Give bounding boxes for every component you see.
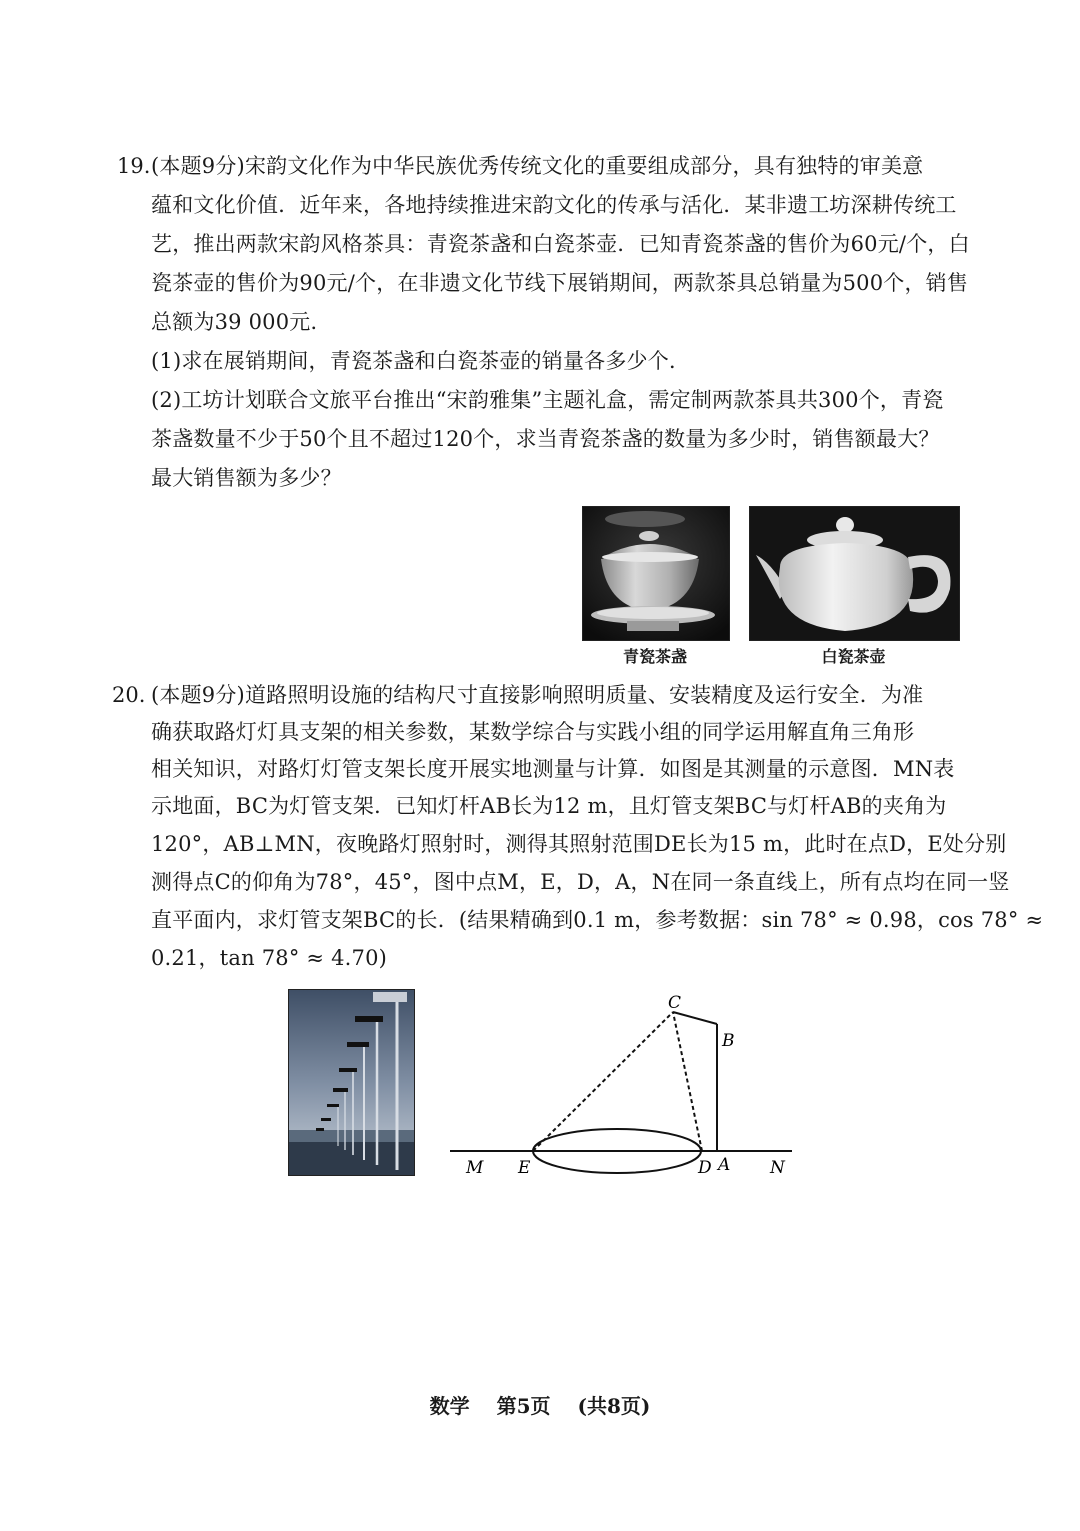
white-teapot-photo	[749, 506, 960, 641]
q20-line-3: 相关知识，对路灯灯管支架长度开展实地测量与计算．如图是其测量的示意图．MN表	[151, 757, 955, 781]
label-A: A	[718, 1155, 731, 1175]
label-M: M	[466, 1158, 484, 1178]
q19-line-3: 艺，推出两款宋韵风格茶具：青瓷茶盏和白瓷茶壶．已知青瓷茶盏的售价为60元/个，白	[151, 232, 970, 256]
celadon-teacup-photo	[582, 506, 730, 641]
footer-page-number: 第5页	[496, 1394, 551, 1418]
label-E: E	[518, 1158, 531, 1178]
q20-line-8: 0.21，tan 78° ≈ 4.70)	[151, 946, 388, 970]
page-footer	[0, 1390, 1080, 1419]
caption-white-teapot: 白瓷茶壶	[821, 647, 886, 666]
q20-line-6: 测得点C的仰角为78°，45°，图中点M，E，D，A，N在同一条直线上，所有点均在同一竖	[151, 870, 1010, 894]
question-20-number: 20.	[112, 683, 146, 707]
lamp-geometry-diagram	[440, 990, 810, 1185]
q19-line-2: 蕴和文化价值．近年来，各地持续推进宋韵文化的传承与活化．某非遗工坊深耕传统工	[151, 193, 957, 217]
q20-line-4: 示地面，BC为灯管支架．已知灯杆AB长为12 m，且灯管支架BC与灯杆AB的夹角为	[151, 794, 947, 818]
question-19-number: 19.	[117, 154, 151, 178]
street-lamp-photo	[288, 989, 415, 1176]
label-C: C	[668, 993, 682, 1013]
q19-part-1: (1)求在展销期间，青瓷茶盏和白瓷茶壶的销量各多少个．	[151, 349, 691, 373]
q19-line-4: 瓷茶壶的售价为90元/个，在非遗文化节线下展销期间，两款茶具总销量为500个，销售	[151, 271, 969, 295]
q19-line-5: 总额为39 000元．	[151, 310, 332, 334]
q20-line-7: 直平面内，求灯管支架BC的长．(结果精确到0.1 m，参考数据：sin 78° ≈ 0.98，cos 78° ≈	[151, 908, 1044, 932]
q19-part-2-line-1: (2)工坊计划联合文旅平台推出“宋韵雅集”主题礼盒，需定制两款茶具共300个，青瓷	[151, 388, 944, 412]
footer-subject: 数学	[429, 1394, 470, 1418]
q19-line-1: (本题9分)宋韵文化作为中华民族优秀传统文化的重要组成部分，具有独特的审美意	[151, 154, 924, 178]
q20-line-1: (本题9分)道路照明设施的结构尺寸直接影响照明质量、安装精度及运行安全．为准	[151, 683, 924, 707]
lamp-bracket-BC	[673, 1012, 717, 1024]
q20-line-5: 120°，AB⊥MN，夜晚路灯照射时，测得其照射范围DE长为15 m，此时在点D，E处分别	[151, 832, 1007, 856]
footer-total-pages: (共8页)	[577, 1394, 651, 1418]
sight-line-DC	[673, 1012, 702, 1151]
label-N: N	[770, 1158, 785, 1178]
label-B: B	[722, 1031, 735, 1051]
caption-celadon-teacup: 青瓷茶盏	[622, 647, 687, 666]
label-D: D	[698, 1158, 712, 1178]
q19-part-2-line-3: 最大销售额为多少？	[151, 466, 342, 490]
q20-line-2: 确获取路灯灯具支架的相关参数，某数学综合与实践小组的同学运用解直角三角形	[151, 720, 915, 744]
q19-part-2-line-2: 茶盏数量不少于50个且不超过120个，求当青瓷茶盏的数量为多少时，销售额最大？	[151, 427, 940, 451]
